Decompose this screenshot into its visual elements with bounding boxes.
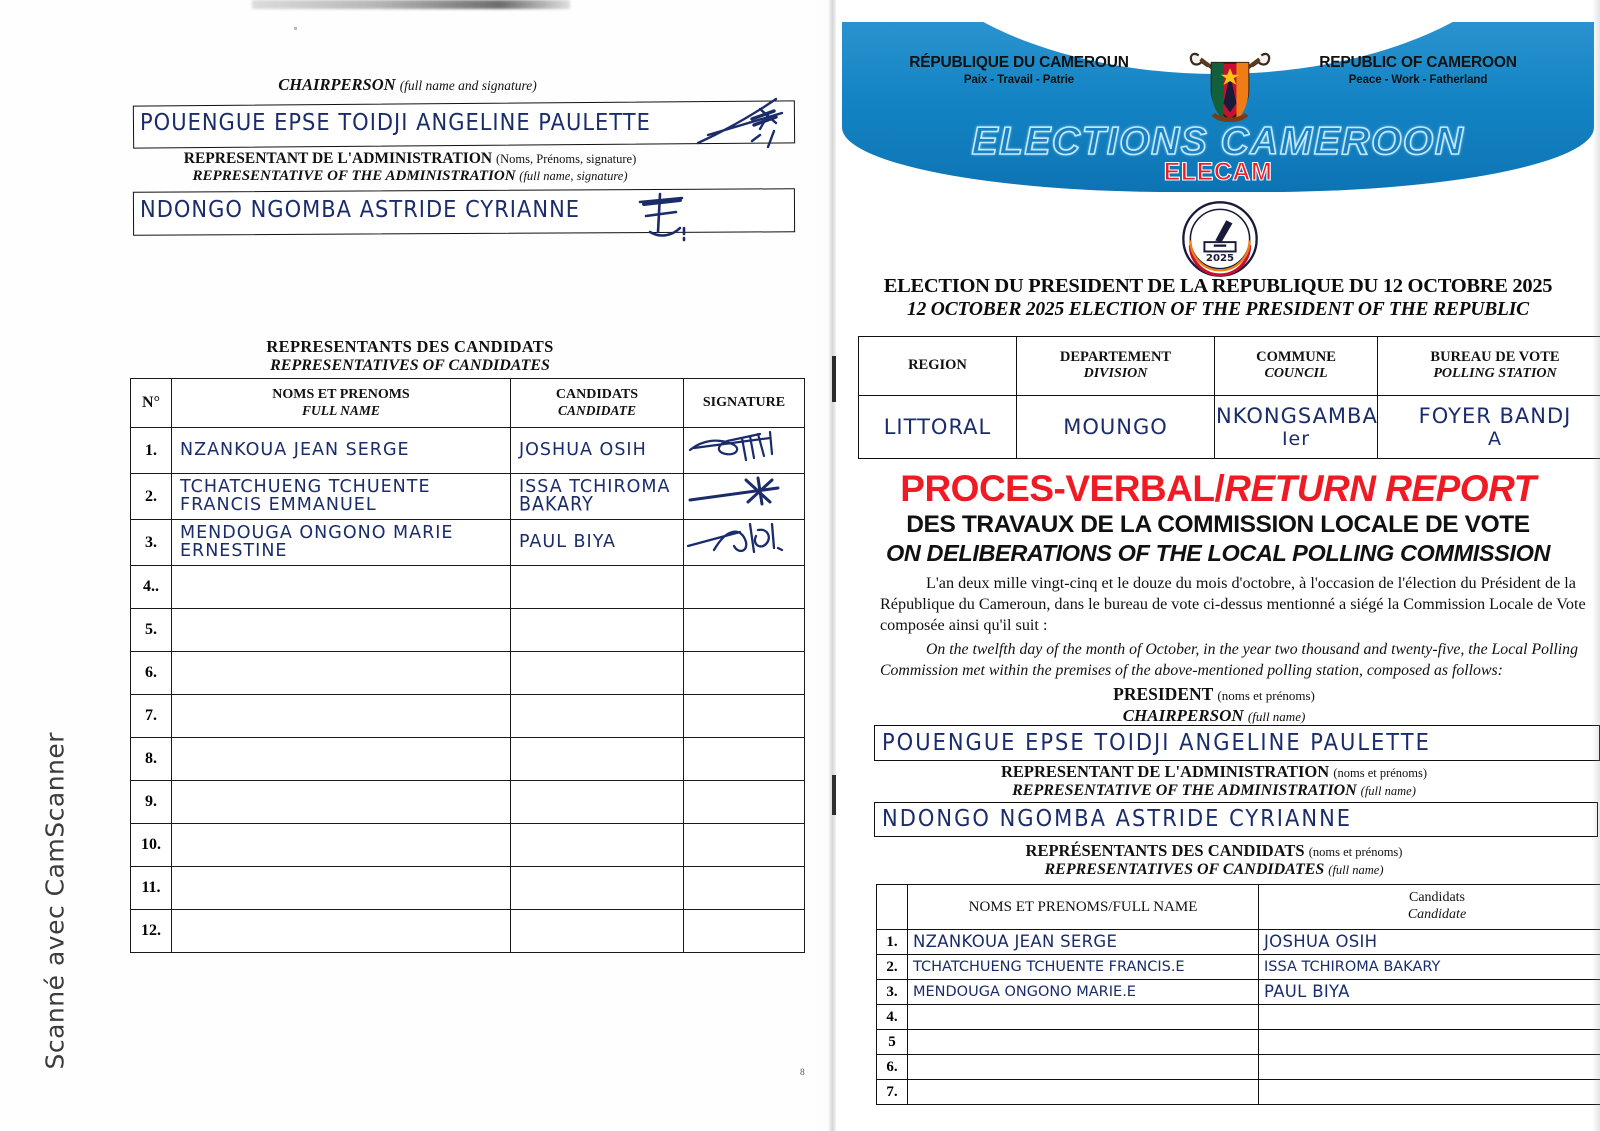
scan-right-edge-shadow (1592, 0, 1600, 1131)
row-name[interactable] (908, 955, 1259, 980)
right-admin-rep-note-fr: (noms et prénoms) (1333, 766, 1428, 780)
seal-year-text: 2025 (1205, 252, 1235, 264)
row-signature[interactable] (684, 910, 805, 953)
left-reps-title-fr: REPRESENTANTS DES CANDIDATS (266, 337, 554, 356)
left-reps-table (130, 378, 805, 953)
row-name-text: NZANKOUA JEAN SERGE (913, 932, 1118, 951)
table-row[interactable] (131, 609, 805, 652)
republic-fr-name: RÉPUBLIQUE DU CAMEROUN (909, 54, 1129, 71)
left-chairperson-label (135, 75, 680, 95)
row-name[interactable] (172, 652, 511, 695)
row-name[interactable] (172, 520, 511, 566)
location-value-polling-station[interactable] (1378, 396, 1600, 459)
cand-reps-label-fr: REPRÉSENTANTS DES CANDIDATS (1025, 841, 1305, 860)
table-row[interactable] (877, 1055, 1600, 1080)
president-label-fr: PRESIDENT (1113, 684, 1213, 704)
row-name[interactable] (172, 695, 511, 738)
row-signature[interactable] (684, 474, 805, 520)
row-name-line1: TCHATCHUENG TCHUENTE (180, 476, 431, 497)
row-name[interactable] (172, 781, 511, 824)
left-reps-table-header-row (131, 379, 805, 428)
row-signature[interactable] (684, 824, 805, 867)
row-signature[interactable] (684, 867, 805, 910)
row-candidate[interactable] (511, 781, 684, 824)
row-name[interactable] (172, 428, 511, 474)
table-row[interactable] (877, 1030, 1600, 1055)
left-reps-title-en: REPRESENTATIVES OF CANDIDATES (270, 357, 550, 374)
row-name[interactable] (172, 566, 511, 609)
table-row[interactable] (131, 867, 805, 910)
location-header-division-fr: DEPARTEMENT (1059, 349, 1172, 366)
table-row[interactable] (877, 930, 1600, 955)
left-header-signature (684, 379, 805, 428)
left-header-no: N° (131, 379, 172, 428)
camscanner-watermark: Scanné avec CamScanner (40, 731, 70, 1070)
row-name-text: MENDOUGA ONGONO MARIE.E (913, 984, 1136, 1000)
banner-subtitle-elecam: ELECAM (1163, 158, 1273, 186)
signature-mark-2 (684, 474, 794, 514)
left-header-name-en: FULL NAME (302, 403, 380, 419)
row-name[interactable] (172, 824, 511, 867)
location-header-polling-station (1378, 337, 1600, 396)
row-no: 4. (877, 1005, 908, 1030)
row-candidate[interactable] (511, 910, 684, 953)
page-number: 8 (800, 1068, 805, 1078)
pv-title-red-en: RETURN REPORT (1224, 468, 1536, 509)
republic-en-name: REPUBLIC OF CAMEROON (1319, 54, 1517, 71)
table-row[interactable] (877, 980, 1600, 1005)
row-cand-line1: PAUL BIYA (519, 531, 616, 552)
table-row[interactable] (131, 566, 805, 609)
row-name[interactable] (172, 910, 511, 953)
row-cand-text: PAUL BIYA (1264, 982, 1350, 1001)
row-cand-line2: BAKARY (519, 493, 594, 516)
row-candidate[interactable] (1259, 1080, 1600, 1105)
row-cand-line1: JOSHUA OSIH (519, 439, 647, 460)
right-admin-rep-label-fr: REPRESENTANT DE L'ADMINISTRATION (1000, 762, 1330, 781)
location-council-text: NKONGSAMBA (1216, 404, 1378, 428)
left-header-cand-fr: CANDIDATS (555, 387, 639, 403)
location-value-council[interactable] (1215, 396, 1378, 459)
cand-reps-body (877, 930, 1600, 1105)
row-name[interactable] (172, 738, 511, 781)
right-admin-rep-note-en: (full name) (1360, 784, 1416, 798)
row-signature[interactable] (684, 695, 805, 738)
table-row[interactable] (131, 474, 805, 520)
row-candidate[interactable] (511, 520, 684, 566)
cand-header-candidate (1259, 885, 1600, 930)
row-cand-text: JOSHUA OSIH (1264, 932, 1378, 951)
row-no: 7. (877, 1080, 908, 1105)
republic-en-motto: Peace - Work - Fatherland (1348, 74, 1488, 86)
location-region-text: LITTORAL (883, 415, 992, 439)
left-header-name (172, 379, 511, 428)
row-name-text: TCHATCHUENG TCHUENTE FRANCIS.E (913, 959, 1185, 975)
row-candidate[interactable] (1259, 955, 1600, 980)
row-no: 8. (131, 738, 172, 781)
right-page (836, 0, 1600, 1131)
table-row[interactable] (131, 695, 805, 738)
row-name[interactable] (908, 1005, 1259, 1030)
row-candidate[interactable] (511, 652, 684, 695)
signature-mark-1 (684, 428, 794, 468)
republic-fr-block (874, 54, 1164, 86)
cand-header-no (877, 885, 908, 930)
row-signature[interactable] (684, 652, 805, 695)
cand-reps-header-row (877, 885, 1600, 930)
left-chairperson-label-text: CHAIRPERSON (278, 75, 396, 94)
row-candidate[interactable] (511, 609, 684, 652)
row-no: 10. (131, 824, 172, 867)
location-header-ps-fr: BUREAU DE VOTE (1430, 349, 1560, 366)
table-row[interactable] (131, 428, 805, 474)
left-reps-table-title (130, 337, 690, 375)
right-admin-rep-label (836, 762, 1592, 800)
row-candidate[interactable] (511, 738, 684, 781)
body-paragraph-en-text: On the twelfth day of the month of October, in the year two thousand and twenty-five, the Local Polling Commission met within the premises of the above-mentioned polling station, composed as follows: (880, 641, 1578, 679)
cand-reps-table (876, 884, 1600, 1105)
row-name[interactable] (908, 1030, 1259, 1055)
signature-mark-3 (684, 520, 794, 560)
scan-artifact-smudge (252, 0, 570, 9)
row-signature[interactable] (684, 428, 805, 474)
left-chairperson-signature (690, 95, 800, 155)
location-header-region-fr: REGION (908, 357, 967, 374)
row-no: 12. (131, 910, 172, 953)
president-label (836, 684, 1592, 726)
cand-header-cand-en: Candidate (1407, 907, 1467, 922)
location-table-header-row (859, 337, 1600, 396)
row-no: 9. (131, 781, 172, 824)
location-header-ps-en: POLLING STATION (1433, 366, 1557, 382)
pv-title-block (836, 468, 1600, 567)
location-council-text-2: Ier (1281, 428, 1311, 450)
row-name[interactable] (908, 930, 1259, 955)
cand-reps-label-en: REPRESENTATIVES OF CANDIDATES (1044, 861, 1325, 878)
row-cand-text: ISSA TCHIROMA BAKARY (1264, 959, 1441, 975)
location-ps-text-2: A (1488, 428, 1502, 450)
cand-reps-label (836, 841, 1592, 879)
president-note-fr: (noms et prénoms) (1217, 688, 1315, 703)
row-no: 1. (877, 930, 908, 955)
table-row[interactable] (131, 520, 805, 566)
body-paragraph-fr-text: L'an deux mille vingt-cinq et le douze du mois d'octobre, à l'occasion de l'élection du Président de la République du Cameroun, dans le bureau de vote ci-dessus mentionné a siégé la Commission Locale de Vote composée ainsi qu'il suit : (880, 574, 1586, 635)
location-division-text: MOUNGO (1063, 415, 1168, 439)
right-admin-rep-label-en: REPRESENTATIVE OF THE ADMINISTRATION (1012, 782, 1357, 799)
republic-en-block (1268, 54, 1568, 86)
row-candidate[interactable] (1259, 1030, 1600, 1055)
left-chairperson-value: POUENGUE EPSE TOIDJI ANGELINE PAULETTE (140, 108, 651, 136)
row-candidate[interactable] (511, 867, 684, 910)
body-paragraph-en (880, 640, 1600, 681)
row-no: 5. (131, 609, 172, 652)
pv-title-red (836, 468, 1600, 510)
left-header-candidate (511, 379, 684, 428)
row-name[interactable] (172, 867, 511, 910)
row-no: 5 (877, 1030, 908, 1055)
left-admin-rep-label (120, 150, 700, 185)
election-seal-icon (1181, 200, 1259, 278)
left-chairperson-label-note: (full name and signature) (399, 78, 537, 93)
table-row[interactable] (131, 781, 805, 824)
row-candidate[interactable] (1259, 1005, 1600, 1030)
left-header-name-fr: NOMS ET PRENOMS (272, 387, 410, 403)
body-paragraph-fr (880, 573, 1600, 636)
location-header-region (859, 337, 1017, 396)
right-admin-rep-value: NDONGO NGOMBA ASTRIDE CYRIANNE (882, 804, 1353, 832)
election-title-fr: ELECTION DU PRESIDENT DE LA REPUBLIQUE DU 12 OCTOBRE 2025 (883, 275, 1553, 297)
row-candidate[interactable] (511, 566, 684, 609)
election-title-en: 12 OCTOBER 2025 ELECTION OF THE PRESIDENT OF THE REPUBLIC (907, 299, 1529, 320)
row-signature[interactable] (684, 520, 805, 566)
table-row[interactable] (877, 1080, 1600, 1105)
location-header-division (1017, 337, 1215, 396)
location-header-division-en: DIVISION (1083, 366, 1148, 382)
left-admin-rep-signature (630, 188, 702, 244)
location-table (858, 336, 1600, 459)
banner-title: ELECTIONS CAMEROON (971, 120, 1465, 163)
row-no: 6. (877, 1055, 908, 1080)
pv-subtitle-fr: DES TRAVAUX DE LA COMMISSION LOCALE DE VOTE (906, 511, 1530, 538)
row-name-line2: FRANCIS EMMANUEL (180, 494, 377, 515)
row-name-line1: MENDOUGA ONGONO MARIE (180, 522, 454, 543)
cand-header-name-text: NOMS ET PRENOMS/FULL NAME (968, 899, 1198, 915)
row-name-line2: ERNESTINE (180, 540, 288, 561)
row-name[interactable] (172, 609, 511, 652)
left-admin-rep-label-en: REPRESENTATIVE OF THE ADMINISTRATION (192, 168, 516, 184)
table-row[interactable] (131, 652, 805, 695)
left-admin-rep-note-fr: (Noms, Prénoms, signature) (495, 152, 637, 166)
scan-artifact-dot (294, 27, 297, 30)
cameroon-coat-of-arms-icon (1184, 37, 1276, 129)
cand-header-name (908, 885, 1259, 930)
row-no: 6. (131, 652, 172, 695)
cand-header-cand-fr: Candidats (1409, 890, 1465, 906)
left-reps-table-body (131, 428, 805, 953)
location-header-council-en: COUNCIL (1264, 366, 1328, 382)
row-no: 2. (877, 955, 908, 980)
row-candidate[interactable] (511, 824, 684, 867)
pv-title-red-fr: PROCES-VERBAL/ (900, 468, 1225, 509)
left-header-signature-text: SIGNATURE (702, 394, 786, 410)
republic-fr-motto: Paix - Travail - Patrie (963, 74, 1075, 86)
row-name[interactable] (172, 474, 511, 520)
president-note-en: (full name) (1247, 709, 1306, 724)
row-no: 1. (131, 428, 172, 474)
table-row[interactable] (877, 1005, 1600, 1030)
row-no: 3. (877, 980, 908, 1005)
pv-subtitle-en: ON DELIBERATIONS OF THE LOCAL POLLING COMMISSION (885, 540, 1551, 566)
president-label-en: CHAIRPERSON (1122, 706, 1244, 725)
elecam-banner (836, 12, 1600, 192)
row-signature[interactable] (684, 566, 805, 609)
row-candidate[interactable] (511, 695, 684, 738)
election-title (846, 275, 1590, 321)
left-admin-rep-label-fr: REPRESENTANT DE L'ADMINISTRATION (183, 150, 493, 167)
row-candidate[interactable] (1259, 980, 1600, 1005)
row-signature[interactable] (684, 781, 805, 824)
row-no: 4.. (131, 566, 172, 609)
row-signature[interactable] (684, 738, 805, 781)
row-name[interactable] (908, 1055, 1259, 1080)
location-ps-text: FOYER BANDJ (1418, 404, 1572, 428)
cand-reps-note-en: (full name) (1328, 863, 1384, 877)
row-no: 2. (131, 474, 172, 520)
location-table-value-row[interactable] (859, 396, 1600, 459)
row-no: 3. (131, 520, 172, 566)
row-candidate[interactable] (1259, 930, 1600, 955)
table-row[interactable] (131, 738, 805, 781)
table-row[interactable] (877, 955, 1600, 980)
row-name[interactable] (908, 1080, 1259, 1105)
cand-reps-note-fr: (noms et prénoms) (1308, 845, 1403, 859)
location-value-region[interactable] (859, 396, 1017, 459)
table-row[interactable] (131, 824, 805, 867)
location-value-division[interactable] (1017, 396, 1215, 459)
table-row[interactable] (131, 910, 805, 953)
left-admin-rep-value: NDONGO NGOMBA ASTRIDE CYRIANNE (140, 195, 581, 223)
row-candidate[interactable] (511, 474, 684, 520)
left-admin-rep-note-en: (full name, signature) (519, 169, 628, 183)
row-no: 11. (131, 867, 172, 910)
row-candidate[interactable] (511, 428, 684, 474)
row-name[interactable] (908, 980, 1259, 1005)
row-name-line1: NZANKOUA JEAN SERGE (180, 439, 410, 460)
row-cand-line1: ISSA TCHIROMA (519, 476, 671, 497)
row-signature[interactable] (684, 609, 805, 652)
row-candidate[interactable] (1259, 1055, 1600, 1080)
location-header-council (1215, 337, 1378, 396)
location-header-council-fr: COMMUNE (1256, 349, 1336, 366)
president-value: POUENGUE EPSE TOIDJI ANGELINE PAULETTE (882, 728, 1431, 756)
left-header-cand-en: CANDIDATE (557, 403, 637, 419)
row-no: 7. (131, 695, 172, 738)
